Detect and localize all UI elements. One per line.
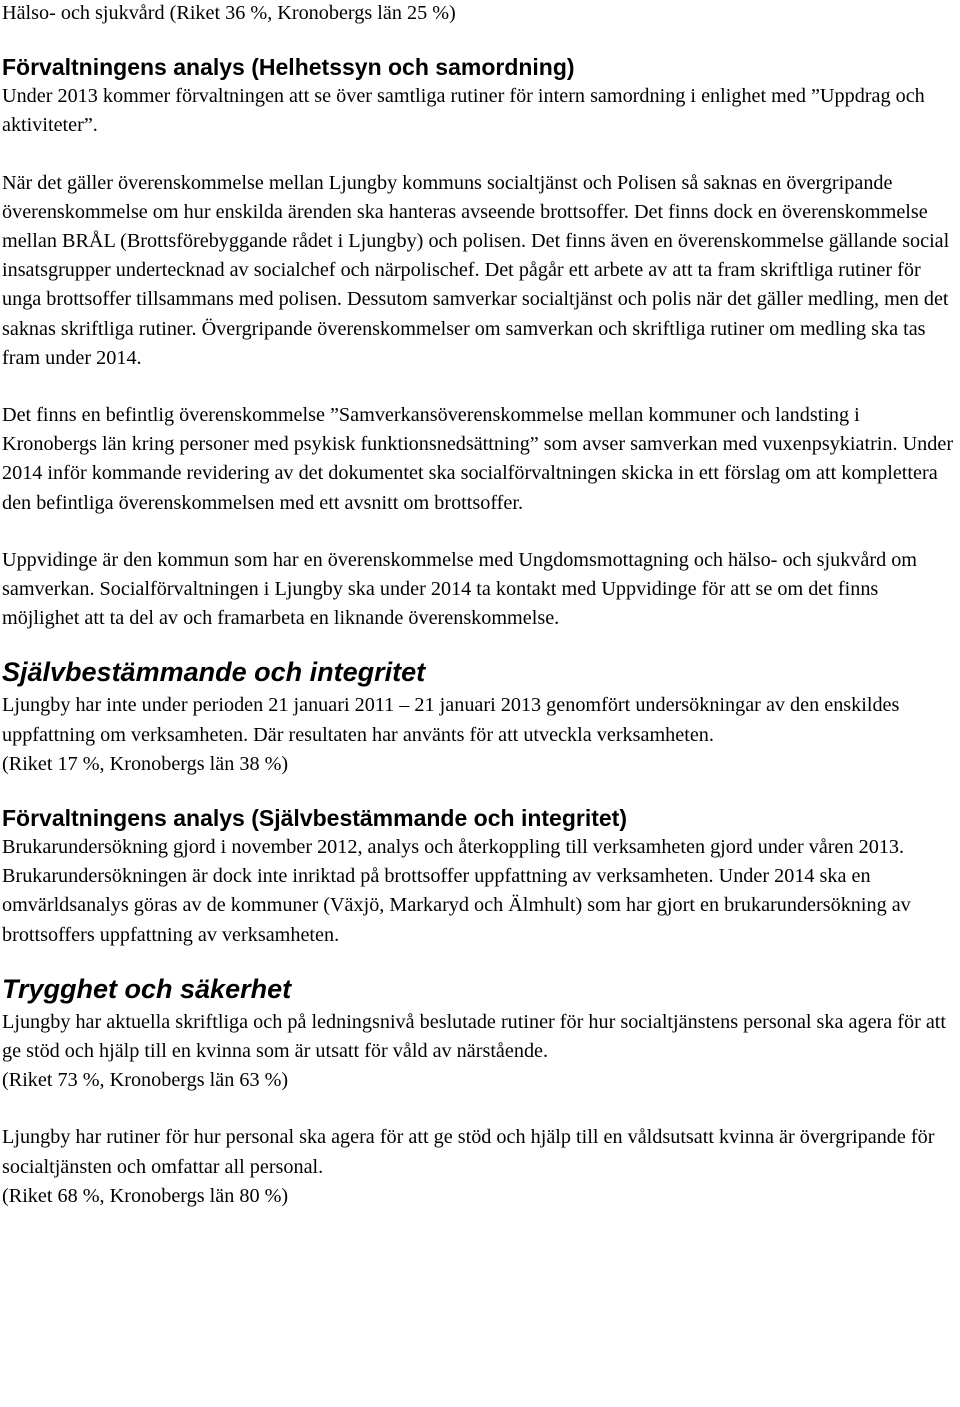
paragraph-uppvidinge: Uppvidinge är den kommun som har en överenskommelse med Ungdomsmottagning och hälso- och sjukvård om samverkan. Socialförvaltningen i Ljungby ska under 2014 ta kontakt med Uppvidinge för att se om det finns möjlighet att ta del av och framarbeta en liknande överenskommelse. bbox=[2, 548, 918, 630]
paragraph-rutiner-personal: Ljungby har rutiner för hur personal ska agera för att ge stöd och hjälp till en våldsutsatt kvinna är övergripande för socialtjänsten och omfattar all personal. bbox=[2, 1126, 935, 1178]
statistics-trygghet-2: (Riket 68 %, Kronobergs län 80 %) bbox=[2, 1184, 289, 1207]
analysis-heading-sjalvbestammande: Förvaltningens analys (Självbestämmande och integritet) bbox=[2, 805, 627, 832]
paragraph-rutiner-vald: Ljungby har aktuella skriftliga och på ledningsnivå beslutade rutiner för hur socialtjänstens personal ska agera för att ge stöd och hjälp till en kvinna som är utsatt för våld av närstående. bbox=[2, 1010, 947, 1063]
paragraph-undersokningar: Ljungby har inte under perioden 21 januari 2011 – 21 januari 2013 genomfört undersökningar av den enskildes uppfattning om verksamheten. Där resultaten har använts för att utveckla verksamheten. bbox=[2, 694, 900, 746]
paragraph-samverkan-vuxenpsykiatri: Det finns en befintlig överenskommelse ”Samverkansöverenskommelse mellan kommuner och landsting i Kronobergs län kring personer med psykisk funktionsnedsättning” som avser samverkan med vuxenpsykiatrin. Under 2014 inför kommande revidering av det dokumentet ska socialförvaltningen skicka in ett förslag om att komplettera den befintliga överenskommelsen med ett avsnitt om brottsoffer. bbox=[2, 404, 954, 514]
paragraph-samordning-intro: Under 2013 kommer förvaltningen att se över samtliga rutiner för intern samordning i enlighet med ”Uppdrag och aktiviteter”. bbox=[2, 85, 925, 137]
top-statistics-line: Hälso- och sjukvård (Riket 36 %, Kronobergs län 25 %) bbox=[2, 2, 456, 24]
statistics-trygghet-1: (Riket 73 %, Kronobergs län 63 %) bbox=[2, 1069, 289, 1092]
analysis-heading-helhetssyn: Förvaltningens analys (Helhetssyn och samordning) bbox=[2, 54, 575, 81]
section-heading-trygghet: Trygghet och säkerhet bbox=[2, 973, 292, 1004]
section-heading-sjalvbestammande: Självbestämmande och integritet bbox=[2, 657, 426, 688]
paragraph-brukarundersokning: Brukarundersökning gjord i november 2012, analys och återkoppling till verksamheten gjord under våren 2013. Brukarundersökningen är dock inte inriktad på brottsoffer uppfattning av verksamheten. Under 2014 ska en omvärldsanalys göras av de kommuner (Växjö, Markaryd och Älmhult) som har gjort en brukarundersökning av brottsoffers uppfattning av verksamheten. bbox=[2, 836, 911, 946]
statistics-sjalvbestammande: (Riket 17 %, Kronobergs län 38 %) bbox=[2, 752, 289, 775]
paragraph-polis-overenskommelse: När det gäller överenskommelse mellan Ljungby kommuns socialtjänst och Polisen så saknas en övergripande överenskommelse om hur enskilda ärenden ska hanteras avseende brottsoffer. Det finns dock en överenskommelse mellan BRÅL (Brottsförebyggande rådet i Ljungby) och polisen. Det finns även en överenskommelse gällande social insatsgrupper undertecknad av socialchef och närpolischef. Det pågår ett arbete av att ta fram skriftliga rutiner för unga brottsoffer tillsammans med polisen. Dessutom samverkar socialtjänst och polis när det gäller medling, men det saknas skriftliga rutiner. Övergripande överenskommelser om samverkan och skriftliga rutiner om medling ska tas fram under 2014. bbox=[2, 171, 950, 369]
